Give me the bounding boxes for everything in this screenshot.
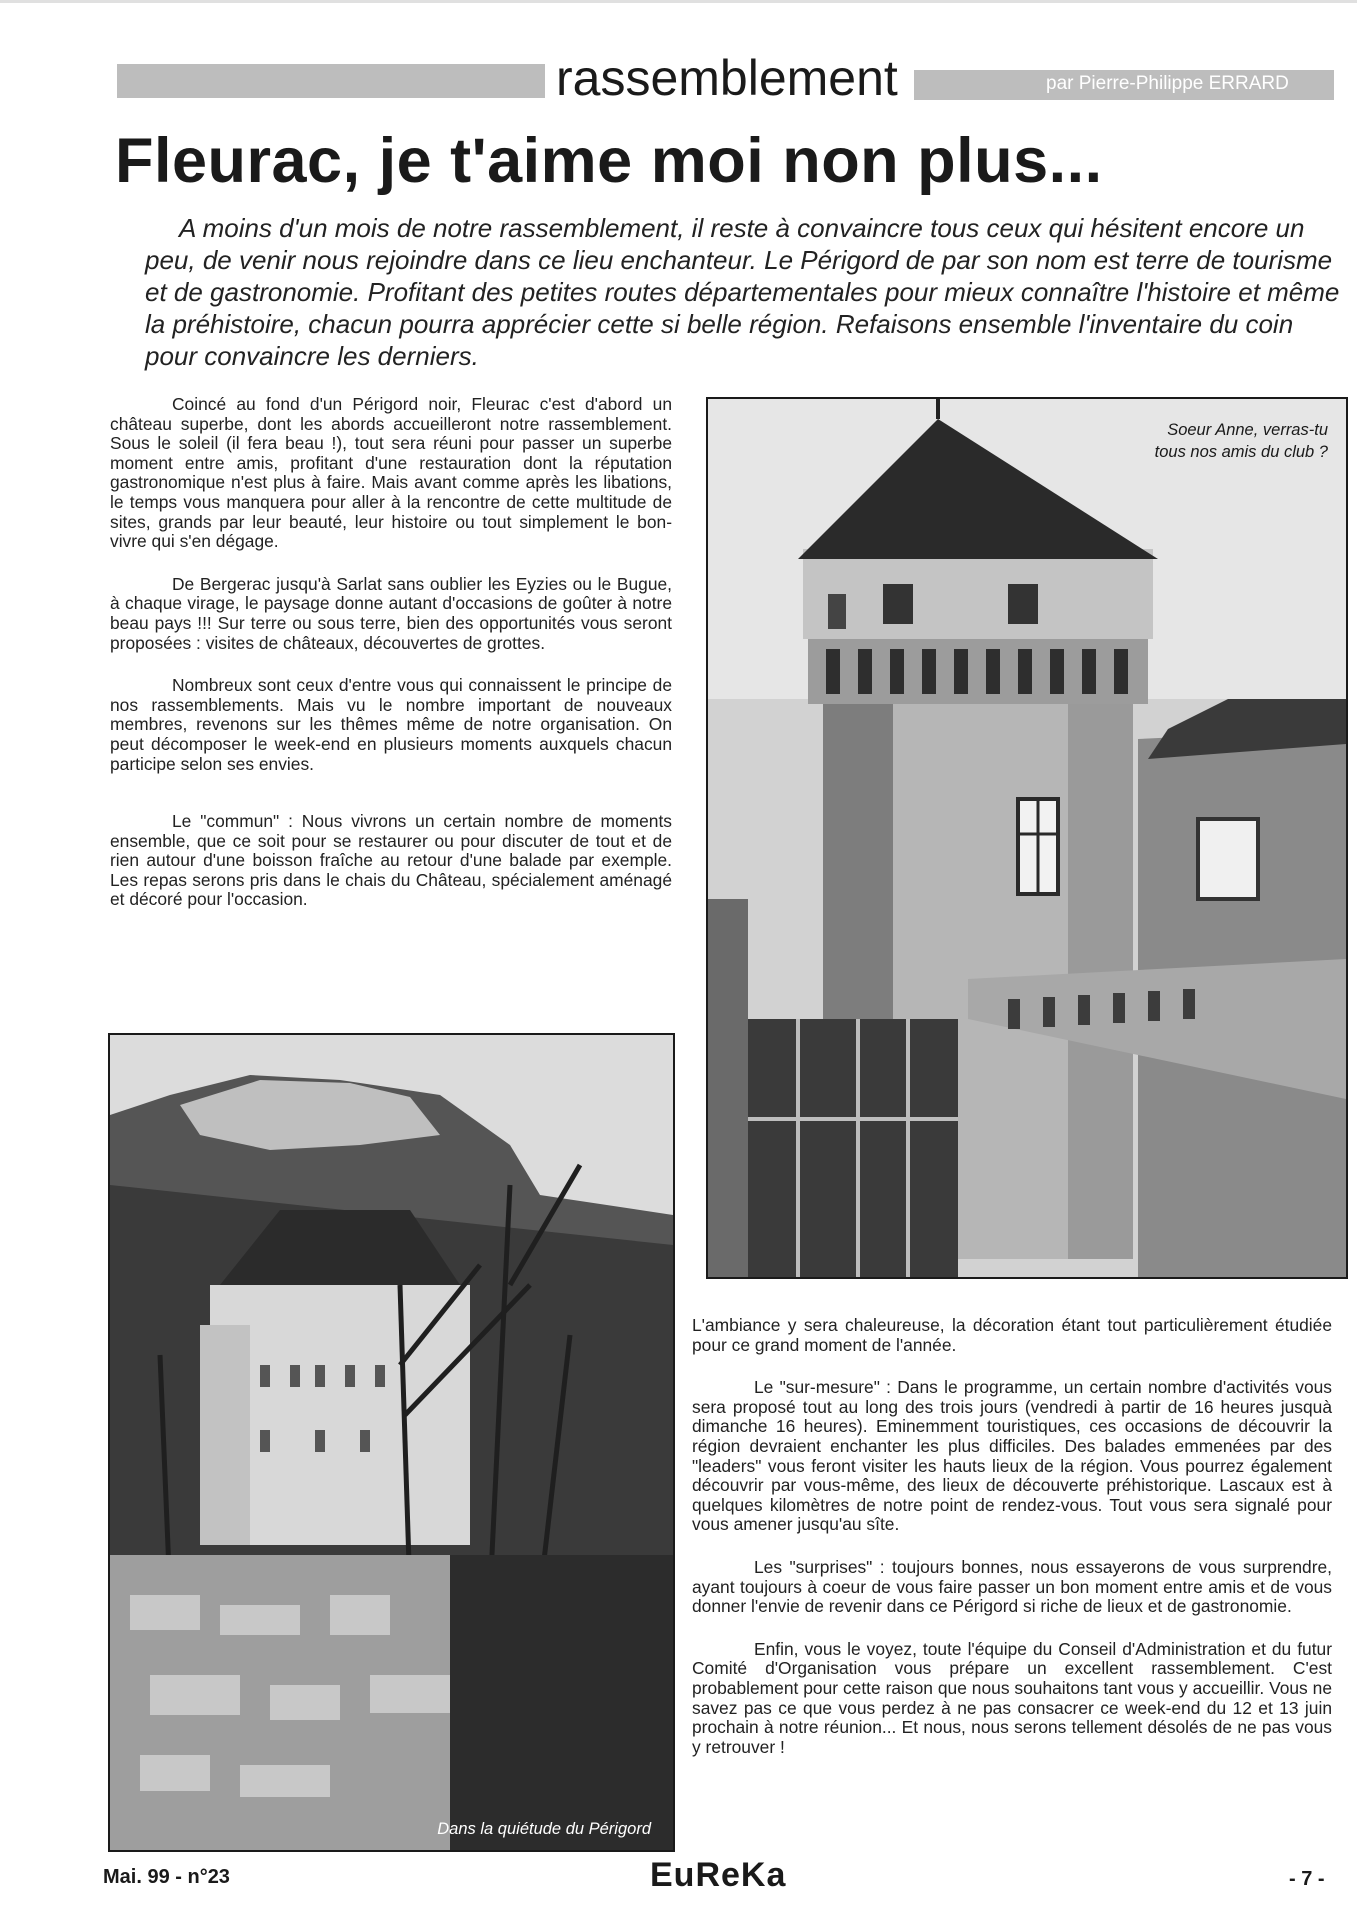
body-paragraph: Enfin, vous le voyez, toute l'équipe du Conseil d'Administration et du futur Comité d'Organisation vous prépare un excellent rassemblement. C'est probablement pour cette raison que nous souhaitons tant vous y accueillir. Vous ne savez pas ce que vous perdez à ne pas consacrer ce week-end du 12 et 13 juin prochain à notre réunion... Et nous, nous serons tellement désolés de ne pas vous y retrouver ! <box>692 1638 1332 1757</box>
tower-photo-image <box>708 399 1346 1277</box>
body-paragraph: De Bergerac jusqu'à Sarlat sans oublier les Eyzies ou le Bugue, à chaque virage, le paysage donne autant d'occasions de goûter à notre beau pays !!! Sur terre ou sous terre, bien des opportunités vous seront proposées : visites de châteaux, découvertes de grottes. <box>110 573 672 653</box>
header-band-left <box>117 64 545 98</box>
intro-line: peu, de venir nous rejoindre dans ce lieu enchanteur. Le Périgord de par son nom est terre de tourisme <box>145 245 1333 275</box>
intro-line: et de gastronomie. Profitant des petites routes départementales pour mieux connaître l'histoire et même <box>145 277 1340 307</box>
body-paragraph: Le "sur-mesure" : Dans le programme, un certain nombre d'activités vous sera proposé tout au long des trois jours (vendredi à partir de 16 heures jusquà dimanche 16 heures). Eminemment touristiques, ces occasions de découvrir la région devraient enchanter les plus difficiles. Des balades emmenées par des "leaders" vous feront visiter les hauts lieux de la région. Vous pourrez également découvrir par vous-même, des lieux de découverte préhistorique. Lascaux est à quelques kilomètres de notre point de rendez-vous. Tout vous sera signalé pour vous amener jusqu'au sîte. <box>692 1377 1332 1535</box>
body-paragraph: Le "commun" : Nous vivrons un certain nombre de moments ensemble, que ce soit pour se restaurer ou pour discuter de tout et de rien autour d'une boisson fraîche au retour d'une balade par exemple. Les repas serons pris dans le chais du Château, spécialement aménagé et décoré pour l'occasion. <box>110 811 672 910</box>
right-column <box>692 1316 1332 1780</box>
footer-issue: Mai. 99 - n°23 <box>103 1866 230 1888</box>
intro-line: la préhistoire, chacun pourra apprécier cette si belle région. Refaisons ensemble l'inventaire du coin <box>145 309 1294 339</box>
footer-brand-logo: EuReKa <box>650 1856 787 1894</box>
top-rule <box>0 0 1357 3</box>
section-label: rassemblement <box>556 50 898 106</box>
byline: par Pierre-Philippe ERRARD <box>1046 73 1289 94</box>
tower-photo-caption <box>1155 419 1328 463</box>
tower-caption-line: tous nos amis du club ? <box>1154 443 1328 461</box>
body-paragraph: Coincé au fond d'un Périgord noir, Fleurac c'est d'abord un château superbe, dont les abords accueilleront notre rassemblement. Sous le soleil (il fera beau !), tout sera réuni pour passer un superbe moment entre amis, profitant d'une restauration dont la réputation gastronomique n'est plus à faire. Mais avant comme après les libations, le temps vous manquera pour aller à la rencontre de cette multitude de sites, grands par leur beauté, leur histoire ou tout simplement le bon-vivre qui s'en dégage. <box>110 394 672 552</box>
left-column <box>110 395 672 933</box>
castle-photo-caption: Dans la quiétude du Périgord <box>437 1820 651 1838</box>
tower-caption-line: Soeur Anne, verras-tu <box>1167 421 1328 439</box>
body-paragraph: Nombreux sont ceux d'entre vous qui connaissent le principe de nos rassemblements. Mais vu le nombre important de nouveaux membres, revenons sur les thêmes même de notre organisation. On peut décomposer le week-end en plusieurs moments auxquels chacun participe selon ses envies. <box>110 675 672 774</box>
castle-photo-image <box>110 1035 673 1850</box>
intro-line: pour convaincre les derniers. <box>145 341 479 371</box>
tower-photo <box>706 397 1348 1279</box>
headline: Fleurac, je t'aime moi non plus... <box>115 126 1103 196</box>
intro-paragraph <box>145 212 1357 372</box>
body-paragraph: L'ambiance y sera chaleureuse, la décoration étant tout particulièrement étudiée pour ce grand moment de l'année. <box>692 1315 1332 1355</box>
body-paragraph: Les "surprises" : toujours bonnes, nous essayerons de vous surprendre, ayant toujours à coeur de vous faire passer un bon moment entre amis et de vous donner l'envie de revenir dans ce Périgord si riche de lieux et de gastronomie. <box>692 1556 1332 1617</box>
page-number: - 7 - <box>1289 1868 1325 1890</box>
castle-photo <box>108 1033 675 1852</box>
intro-line: A moins d'un mois de notre rassemblement, il reste à convaincre tous ceux qui hésitent encore un <box>179 213 1305 243</box>
